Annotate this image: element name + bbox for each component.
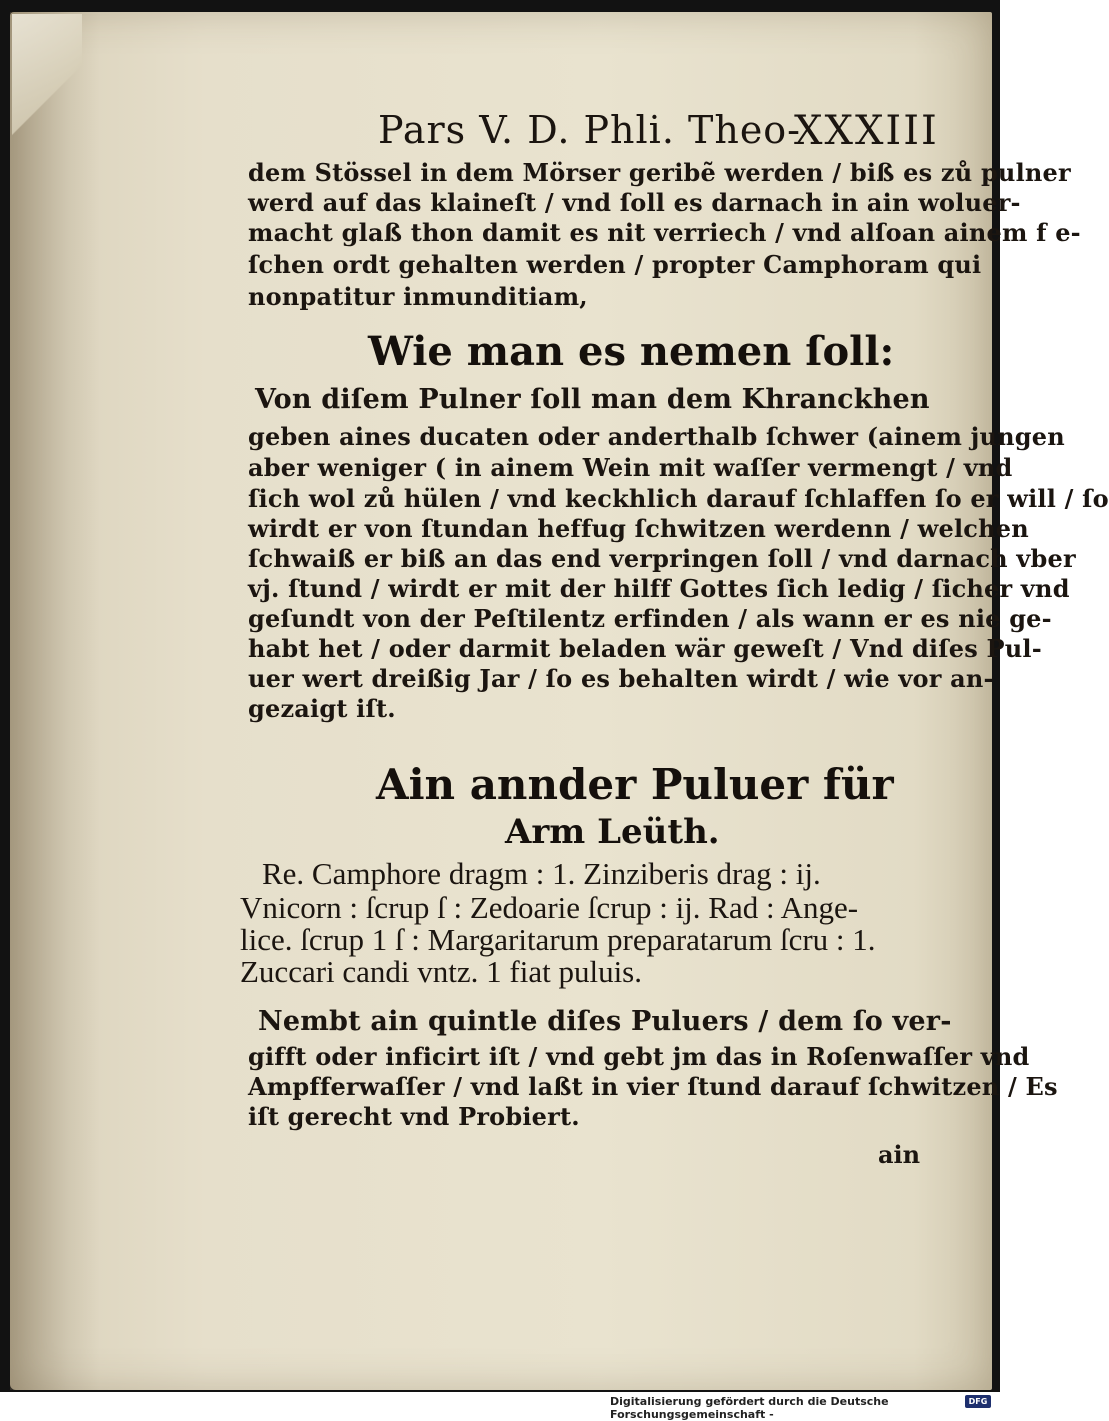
catchword: ain <box>878 1140 921 1169</box>
latin-line: Zuccari candi vntz. 1 fiat puluis. <box>240 954 643 989</box>
text-line: wirdt er von ſtundan heffug ſchwitzen werdenn / welchen <box>248 514 1029 543</box>
text-line: aber weniger ( in ainem Wein mit waſſer vermengt / vnd <box>248 453 1013 482</box>
running-header: Pars V. D. Phli. Theo- <box>378 108 802 152</box>
text-line: Von diſem Pulner ſoll man dem Khranckhen <box>255 384 930 415</box>
recipe-title: Ain annder Puluer für <box>376 760 894 809</box>
text-line: Nembt ain quintle diſes Puluers / dem ſo ver- <box>258 1006 952 1037</box>
text-line: dem Stössel in dem Mörser geribẽ werden / biß es zů pulner <box>248 158 1071 187</box>
latin-line: Vnicorn : ſcrup ſ : Zedoarie ſcrup : ij. Rad : Ange- <box>240 890 859 925</box>
section-heading: Wie man es nemen ſoll: <box>368 328 895 375</box>
text-line: nonpatitur inmunditiam, <box>248 282 588 311</box>
text-line: gifft oder inficirt iſt / vnd gebt jm das in Roſenwaſſer vnd <box>248 1042 1030 1071</box>
text-line: ſchwaiß er biß an das end verpringen ſoll / vnd darnach vber <box>248 544 1076 573</box>
text-line: werd auf das klaineſt / vnd ſoll es darnach in ain woluer- <box>248 188 1021 217</box>
text-line: gezaigt iſt. <box>248 694 396 723</box>
text-line: ſchen ordt gehalten werden / propter Camphoram qui <box>248 250 982 279</box>
text-line: Ampfferwaſſer / vnd laßt in vier ſtund darauf ſchwitzen / Es <box>248 1072 1058 1101</box>
text-line: geben aines ducaten oder anderthalb ſchwer (ainem jungen <box>248 422 1065 451</box>
text-line: iſt gerecht vnd Probiert. <box>248 1102 580 1131</box>
text-line: ſich wol zů hülen / vnd keckhlich darauf ſchlaffen ſo er will / ſo <box>248 484 1109 513</box>
recipe-subtitle: Arm Leüth. <box>505 812 720 852</box>
folded-corner <box>12 14 82 144</box>
text-line: macht glaß thon damit es nit verriech / vnd alſoan ainem f e- <box>248 218 1081 247</box>
text-line: uer wert dreißig Jar / ſo es behalten wirdt / wie vor an- <box>248 664 994 693</box>
funding-note: Digitalisierung gefördert durch die Deutsche Forschungsgemeinschaft - <box>610 1395 889 1421</box>
text-line: habt het / oder darmit beladen wär geweſt / Vnd diſes Pul- <box>248 634 1042 663</box>
text-line: geſundt von der Peſtilentz erfinden / als wann er es nie ge- <box>248 604 1052 633</box>
text-line: vj. ſtund / wirdt er mit der hilff Gottes ſich ledig / ſicher vnd <box>248 574 1070 603</box>
latin-line: lice. ſcrup 1 ſ : Margaritarum preparatarum ſcru : 1. <box>240 922 876 957</box>
folio-number: XXXIII <box>794 108 939 154</box>
latin-line: Re. Camphore dragm : 1. Zinziberis drag : ij. <box>262 856 821 891</box>
dfg-logo-icon: DFG <box>965 1395 991 1408</box>
